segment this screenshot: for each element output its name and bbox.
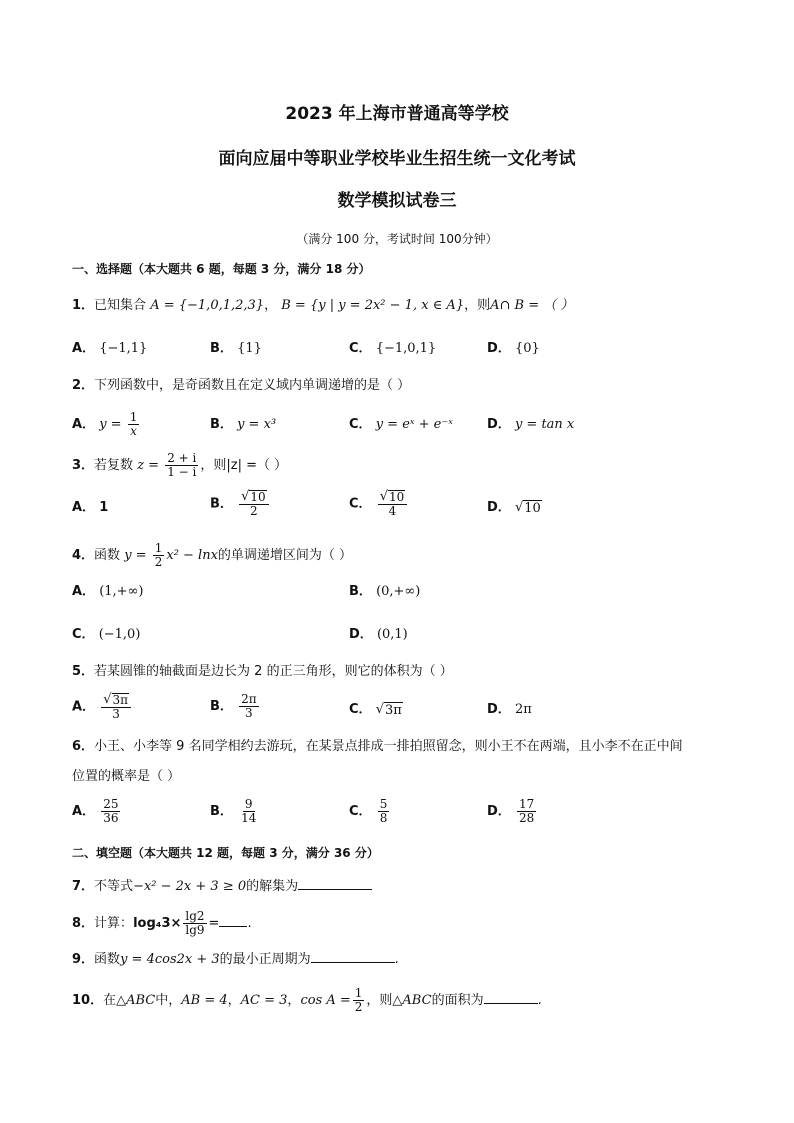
option-label: B． (349, 584, 372, 599)
option-value: (0,1) (376, 627, 408, 642)
exam-title-line1: 2023 年上海市普通高等学校 (285, 104, 509, 124)
math-expression: −x² − 2x + 3 ≥ 0 (133, 879, 247, 894)
option-label: A． (72, 341, 96, 356)
question-number: 1． (72, 298, 95, 313)
option-label: C． (349, 804, 372, 819)
question-text: 若某圆锥的轴截面是边长为 2 的正三角形，则它的体积为（ ） (94, 664, 453, 679)
math-expression: = (208, 916, 220, 931)
option-c (72, 627, 140, 643)
option-d (487, 702, 532, 718)
radicand: 10 (524, 501, 541, 516)
option-value: y = (99, 417, 122, 432)
fraction-numerator: 1 (129, 410, 138, 424)
fraction-numerator: 1 (154, 541, 163, 555)
option-value: (0,+∞) (376, 584, 421, 599)
math-set-a: A = {−1,0,1,2,3} (150, 298, 265, 313)
question-3 (72, 452, 287, 479)
question-7 (72, 877, 372, 895)
question-number: 5． (72, 664, 95, 679)
option-c (349, 341, 436, 357)
question-text: ，则 (464, 298, 491, 313)
question-number: 4． (72, 548, 95, 563)
question-8 (72, 910, 252, 937)
option-b (210, 693, 261, 720)
question-5 (72, 664, 453, 680)
radicand: 10 (388, 490, 405, 504)
option-b (210, 490, 271, 518)
radicand: 10 (250, 490, 266, 504)
question-text: 在 (103, 993, 117, 1008)
question-text: 函数 (94, 952, 121, 967)
fraction (101, 798, 120, 825)
question-number: 6． (72, 739, 95, 754)
question-text: 的面积为 (431, 993, 484, 1008)
fraction-numerator: 5 (379, 797, 388, 811)
option-a (72, 798, 122, 825)
option-label: A． (72, 417, 96, 432)
fraction-denominator: 4 (388, 504, 397, 518)
question-10 (72, 987, 542, 1014)
option-label: D． (487, 417, 511, 432)
option-label: D． (349, 627, 373, 642)
math-set-b: B = {y | y = 2x² − 1, x ∈ A} (281, 298, 465, 313)
option-a (72, 500, 108, 516)
exam-title-line3: 数学模拟试卷三 (337, 191, 457, 211)
fraction-numerator: 2 + i (167, 451, 197, 465)
question-number: 9． (72, 952, 95, 967)
fraction (165, 452, 198, 479)
fraction-denominator: 1 − i (167, 465, 197, 479)
answer-blank[interactable] (484, 991, 538, 1004)
exam-note: （满分 100 分，考试时间 100分钟） (296, 232, 498, 246)
option-value: {−1,1} (99, 341, 148, 356)
question-6 (72, 739, 683, 755)
option-value: 1 (99, 500, 109, 515)
fraction-denominator: 3 (112, 707, 120, 721)
option-c (349, 798, 391, 825)
fraction-numerator: 25 (103, 797, 119, 811)
option-value: y = eˣ + e⁻ˣ (375, 417, 453, 432)
math-expression: y = (124, 548, 147, 563)
math-expression: △ABC (116, 993, 156, 1008)
option-d (487, 341, 540, 357)
math-expression: AB = 4 (181, 993, 228, 1008)
option-label: B． (210, 804, 233, 819)
question-text: 若复数 (94, 458, 134, 473)
option-label: C． (349, 417, 372, 432)
option-d (487, 798, 538, 825)
math-expression: △ABC (392, 993, 432, 1008)
option-value: {1} (237, 341, 262, 356)
fraction (239, 798, 258, 825)
fraction-numerator: √ 10 (378, 490, 408, 505)
option-b (210, 798, 260, 825)
question-6-line2: 位置的概率是（ ） (72, 769, 181, 784)
fraction-numerator: 9 (244, 797, 253, 811)
option-label: C． (349, 496, 372, 512)
option-value: (−1,0) (98, 627, 141, 642)
fraction-denominator: 28 (518, 811, 535, 825)
question-text: 的最小正周期为 (219, 952, 311, 967)
option-b (210, 417, 276, 433)
option-d (349, 627, 408, 643)
fraction-denominator: 14 (241, 811, 257, 825)
fraction-numerator: lg2 (185, 909, 205, 923)
fraction-numerator: 1 (354, 986, 363, 1000)
question-text: 的解集为 (246, 879, 299, 894)
fraction-denominator: 3 (245, 706, 253, 720)
answer-blank[interactable] (219, 914, 247, 927)
question-text: 下列函数中，是奇函数且在定义域内单调递增的是（ ） (94, 378, 411, 393)
option-a (72, 693, 133, 721)
fraction-denominator: lg9 (185, 923, 205, 937)
question-text: 不等式 (94, 879, 134, 894)
fraction (517, 798, 536, 825)
option-label: B． (210, 417, 233, 432)
option-label: B． (210, 341, 233, 356)
math-ask: A∩ B = （ ） (490, 298, 574, 313)
option-label: B． (210, 496, 233, 512)
question-text: 计算： (94, 916, 134, 931)
math-expression: AC = 3 (240, 993, 288, 1008)
option-a (72, 584, 143, 600)
option-a (72, 341, 147, 357)
fraction (128, 411, 140, 438)
option-b (210, 341, 262, 357)
fraction-denominator: 36 (103, 811, 119, 825)
answer-blank[interactable] (311, 950, 395, 963)
option-label: A． (72, 500, 96, 515)
question-number: 3． (72, 458, 95, 473)
question-text: 中， (155, 993, 182, 1008)
option-label: A． (72, 699, 96, 715)
question-text: 已知集合 (94, 298, 147, 313)
fraction (239, 490, 269, 518)
math-expression: y = 4cos2x + 3 (120, 952, 220, 967)
question-text: 函数 (94, 548, 121, 563)
question-2 (72, 378, 410, 394)
fraction (239, 693, 259, 720)
fraction-denominator: 2 (250, 504, 258, 518)
option-value: {0} (514, 341, 540, 356)
math-expression: z = (137, 458, 160, 473)
fraction (378, 798, 390, 825)
option-label: A． (72, 584, 96, 599)
period: . (394, 952, 399, 967)
option-c (349, 490, 409, 518)
fraction (183, 910, 206, 937)
question-text: ，则 (366, 993, 393, 1008)
math-expression: log₄3× (133, 916, 182, 931)
fraction-numerator: 17 (518, 797, 535, 811)
section1-heading: 一、选择题（本大题共 6 题，每题 3 分，满分 18 分） (72, 262, 371, 276)
period: . (537, 993, 542, 1008)
option-label: D． (487, 702, 511, 717)
fraction-numerator: 2π (241, 692, 257, 706)
fraction (378, 490, 408, 518)
fraction-numerator: √ 10 (239, 490, 269, 505)
exam-title-line2: 面向应届中等职业学校毕业生招生统一文化考试 (218, 149, 576, 169)
question-number: 7． (72, 879, 95, 894)
answer-blank[interactable] (298, 877, 372, 890)
question-text: ，则|z| =（ ） (200, 458, 288, 473)
option-c: C． √ 3π (349, 702, 402, 718)
radicand: 3π (112, 693, 129, 707)
question-text: 的单调递增区间为（ ） (217, 548, 353, 563)
question-9 (72, 950, 399, 968)
question-1 (72, 298, 573, 314)
option-value: y = x³ (237, 417, 277, 432)
option-value: y = tan x (514, 417, 575, 432)
option-label: D． (487, 500, 511, 515)
math-expression: cos A = (300, 993, 351, 1008)
fraction (353, 987, 365, 1014)
fraction-denominator: 2 (354, 1000, 363, 1014)
fraction (101, 693, 131, 721)
option-a (72, 411, 141, 438)
period: . (247, 916, 252, 931)
option-label: A． (72, 804, 96, 819)
option-d: D． √ 10 (487, 500, 541, 516)
option-label: C． (349, 702, 372, 717)
option-label: D． (487, 341, 511, 356)
option-label: B． (210, 699, 233, 714)
fraction-denominator: 8 (379, 811, 388, 825)
option-value: (1,+∞) (99, 584, 144, 599)
option-c (349, 417, 453, 433)
option-label: C． (72, 627, 95, 642)
question-number: 8． (72, 916, 95, 931)
option-b (349, 584, 420, 600)
section2-heading: 二、填空题（本大题共 12 题，每题 3 分，满分 36 分） (72, 846, 379, 860)
option-value: 2π (514, 702, 532, 717)
separator: ， (227, 993, 241, 1008)
fraction-denominator: x (130, 424, 137, 438)
fraction-numerator: √ 3π (101, 693, 131, 708)
question-number: 10． (72, 993, 104, 1008)
separator: ， (287, 993, 301, 1008)
option-label: D． (487, 804, 511, 819)
fraction-denominator: 2 (154, 555, 163, 569)
option-value: {−1,0,1} (375, 341, 437, 356)
math-expression: x² − lnx (166, 548, 218, 563)
question-text: ， (264, 298, 278, 313)
question-text: 小王、小李等 9 名同学相约去游玩，在某景点排成一排拍照留念，则小王不在两端，且小李不在正中间 (94, 739, 683, 754)
question-number: 2． (72, 378, 95, 393)
option-label: C． (349, 341, 372, 356)
radicand: 3π (384, 703, 402, 718)
fraction (153, 542, 165, 569)
option-d (487, 417, 574, 433)
question-4 (72, 542, 352, 569)
